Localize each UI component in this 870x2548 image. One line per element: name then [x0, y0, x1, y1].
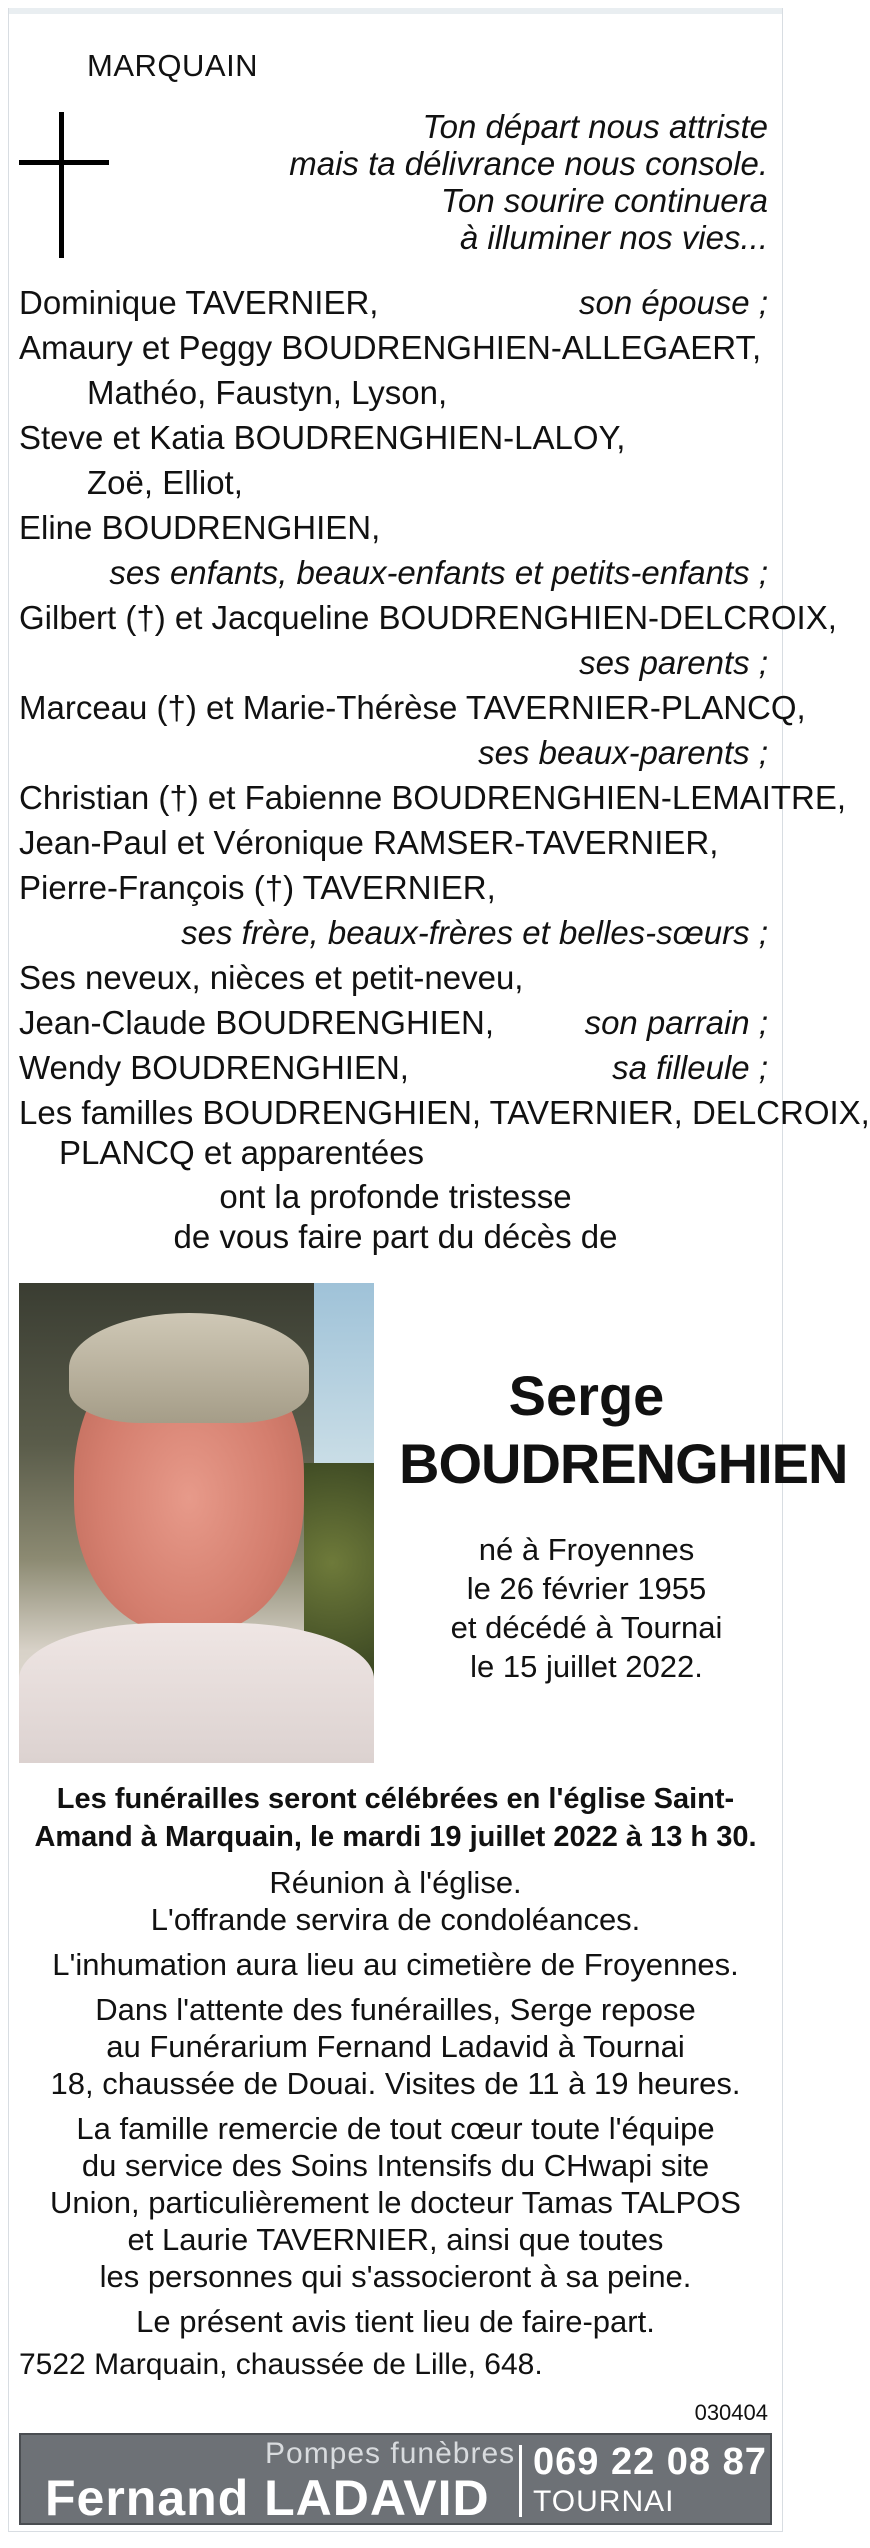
funeral-paragraph: au Funérarium Fernand Ladavid à Tournai [106, 2029, 685, 2064]
footer-divider [519, 2445, 522, 2517]
announce-line: ont la profonde tristesse [219, 1178, 572, 1215]
family-line: Jean-Claude BOUDRENGHIEN, son parrain ; [19, 1004, 768, 1041]
cross-icon [19, 112, 109, 258]
obituary-notice [8, 8, 870, 2532]
family-line: PLANCQ et apparentées [59, 1134, 425, 1171]
family-role: ses beaux-parents ; [478, 734, 768, 771]
poem-line: Ton sourire continuera [440, 182, 768, 219]
family-line: Gilbert (†) et Jacqueline BOUDRENGHIEN-DELCROIX, [19, 599, 837, 636]
funeral-announcement: Amand à Marquain, le mardi 19 juillet 2022 à 13 h 30. [34, 1821, 757, 1853]
family-role: ses parents ; [579, 644, 768, 681]
footer-tagline: Pompes funèbres [265, 2437, 516, 2470]
poem-line: à illuminer nos vies... [459, 219, 768, 256]
family-line: Les familles BOUDRENGHIEN, TAVERNIER, DELCROIX, [19, 1094, 870, 1131]
funeral-paragraph: et Laurie TAVERNIER, ainsi que toutes [127, 2222, 664, 2257]
family-line: Steve et Katia BOUDRENGHIEN-LALOY, [19, 419, 626, 456]
footer-city: TOURNAI [533, 2485, 675, 2518]
birth-death-dates: né à Froyennes le 26 février 1955 et décédé à Tournai le 15 juillet 2022. [450, 1532, 723, 1684]
funeral-announcement: Les funérailles seront célébrées en l'église Saint- [56, 1783, 735, 1815]
poem [208, 108, 768, 256]
funeral-paragraph: L'inhumation aura lieu au cimetière de Froyennes. [52, 1947, 739, 1982]
family-line: Pierre-François (†) TAVERNIER, [19, 869, 496, 906]
town-heading: MARQUAIN [87, 48, 259, 83]
poem-line: mais ta délivrance nous console. [289, 145, 768, 182]
announce-line: de vous faire part du décès de [173, 1218, 618, 1255]
portrait-photo [19, 1283, 374, 1743]
funeral-paragraph: Réunion à l'église. [269, 1865, 522, 1900]
funeral-home-footer [19, 2433, 772, 2525]
family-line: Ses neveux, nièces et petit-neveu, [19, 959, 524, 996]
poem-line: Ton départ nous attriste [422, 108, 768, 145]
funeral-paragraph: 18, chaussée de Douai. Visites de 11 à 19 heures. [50, 2066, 741, 2101]
deceased-last-name: BOUDRENGHIEN [399, 1432, 848, 1495]
funeral-paragraph: L'offrande servira de condoléances. [150, 1902, 641, 1937]
funeral-paragraph: du service des Soins Intensifs du CHwapi site [81, 2148, 710, 2183]
family-role: ses frère, beaux-frères et belles-sœurs ; [181, 914, 768, 951]
family-line: Zoë, Elliot, [87, 464, 243, 501]
footer-brand: Fernand LADAVID [45, 2470, 490, 2526]
family-role: ses enfants, beaux-enfants et petits-enfants ; [109, 554, 768, 591]
footer-phone[interactable]: 069 22 08 87 [533, 2441, 767, 2483]
family-line: Amaury et Peggy BOUDRENGHIEN-ALLEGAERT, [19, 329, 762, 366]
family-line: Jean-Paul et Véronique RAMSER-TAVERNIER, [19, 824, 719, 861]
family-line: Christian (†) et Fabienne BOUDRENGHIEN-LEMAITRE, [19, 779, 847, 816]
funeral-paragraph: Union, particulièrement le docteur Tamas TALPOS [50, 2185, 741, 2220]
family-line: Eline BOUDRENGHIEN, [19, 509, 381, 546]
funeral-paragraph: La famille remercie de tout cœur toute l'équipe [76, 2111, 715, 2146]
address: 7522 Marquain, chaussée de Lille, 648. [19, 2348, 543, 2381]
funeral-paragraph: les personnes qui s'associeront à sa peine. [99, 2259, 692, 2294]
reference-code: 030404 [694, 2400, 768, 2425]
deceased-first-name: Serge [508, 1364, 665, 1427]
family-line: Mathéo, Faustyn, Lyson, [87, 374, 448, 411]
top-band [9, 8, 782, 14]
funeral-paragraph: Le présent avis tient lieu de faire-part. [136, 2304, 655, 2339]
funeral-paragraph: Dans l'attente des funérailles, Serge repose [95, 1992, 696, 2027]
family-line: Dominique TAVERNIER, son épouse ; [19, 284, 768, 321]
family-line: Wendy BOUDRENGHIEN, sa filleule ; [19, 1049, 768, 1086]
family-line: Marceau (†) et Marie-Thérèse TAVERNIER-PLANCQ, [19, 689, 806, 726]
